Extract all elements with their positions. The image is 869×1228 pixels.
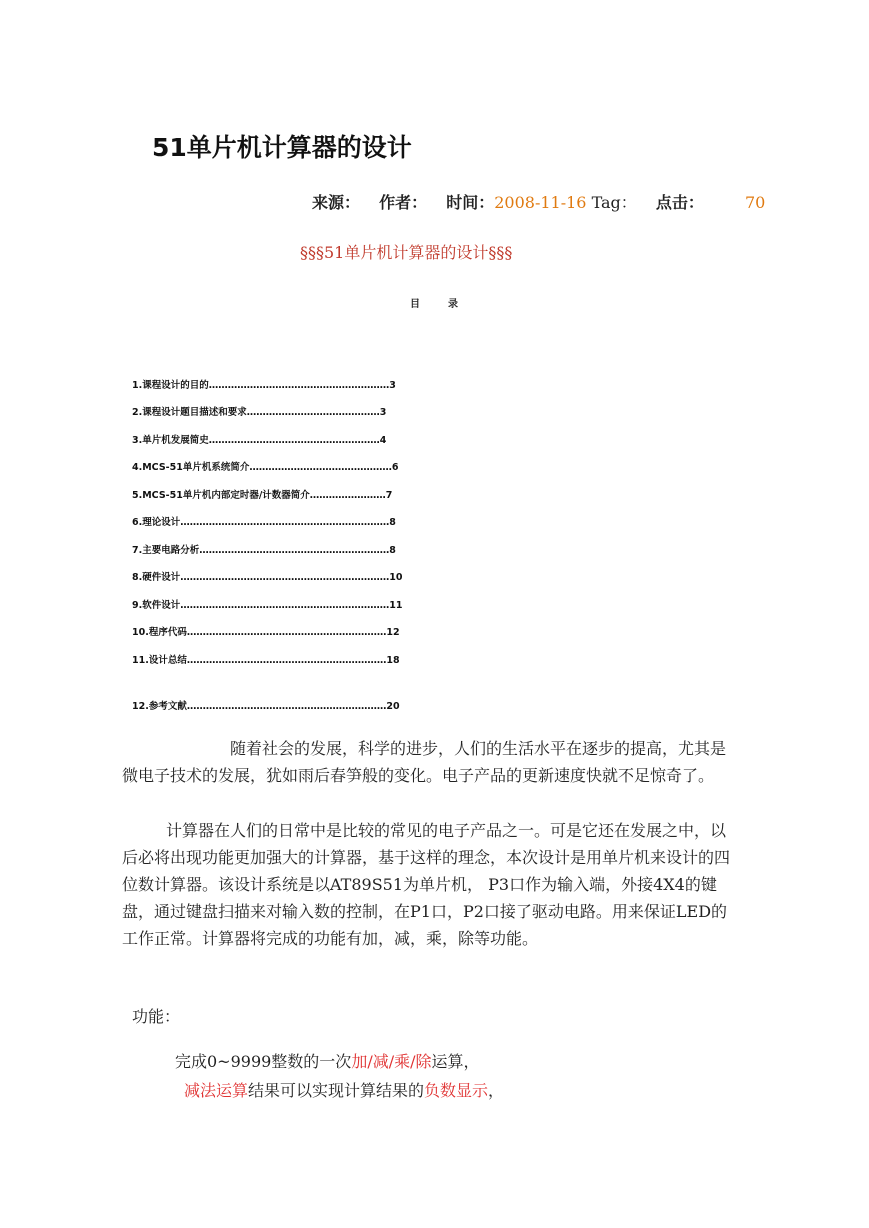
toc-item[interactable]: 3.单片机发展简史………………………………………………4 bbox=[132, 435, 387, 446]
negative-display-highlight: 负数显示 bbox=[424, 1081, 489, 1100]
function-text: 结果可以实现计算结果的 bbox=[248, 1081, 425, 1100]
toc-item[interactable]: 4.MCS-51单片机系统简介………………………………………6 bbox=[132, 462, 399, 473]
function-text: ， bbox=[488, 1081, 505, 1100]
function-label: 功能： bbox=[132, 1007, 181, 1026]
toc-item[interactable]: 10.程序代码………………………………………………………12 bbox=[132, 627, 400, 638]
toc-heading-char: 录 bbox=[448, 299, 458, 310]
function-line-1 bbox=[175, 1049, 480, 1072]
page-title: 51单片机计算器的设计 bbox=[152, 133, 412, 162]
toc-item[interactable]: 9.软件设计…………………………………………………………11 bbox=[132, 600, 403, 611]
function-line-2 bbox=[184, 1078, 504, 1101]
author-label: 作者： bbox=[379, 193, 428, 212]
toc-item[interactable]: 12.参考文献………………………………………………………20 bbox=[132, 701, 400, 712]
source-label: 来源： bbox=[312, 193, 361, 212]
clicks-value: 70 bbox=[745, 193, 766, 212]
intro-paragraph: 随着社会的发展，科学的进步，人们的生活水平在逐步的提高，尤其是微电子技术的发展，犹如雨后春笋般的变化。电子产品的更新速度快就不足惊奇了。 bbox=[122, 739, 727, 785]
toc-item[interactable]: 8.硬件设计…………………………………………………………10 bbox=[132, 572, 403, 583]
article-meta bbox=[312, 190, 765, 213]
design-paragraph: 计算器在人们的日常中是比较的常见的电子产品之一。可是它还在发展之中，以后必将出现功能更加强大的计算器，基于这样的理念，本次设计是用单片机来设计的四位数计算器。该设计系统是以AT89S51为单片机， P3口作为输入端，外接4X4的键盘，通过键盘扫描来对输入数的控制，在P1口，P2口接了驱动电路。用来保证LED的工作正常。计算器将完成的功能有加，减，乘，除等功能。 bbox=[122, 821, 731, 948]
toc-item[interactable]: 7.主要电路分析……………………………………………………8 bbox=[132, 545, 396, 556]
operations-highlight: 加/减/乘/除 bbox=[351, 1052, 432, 1071]
toc-item[interactable]: 11.设计总结………………………………………………………18 bbox=[132, 655, 400, 666]
article-banner: §§§51单片机计算器的设计§§§ bbox=[300, 243, 513, 262]
toc-item[interactable]: 2.课程设计题目描述和要求……………………………………3 bbox=[132, 407, 387, 418]
toc-item[interactable]: 6.理论设计…………………………………………………………8 bbox=[132, 517, 396, 528]
toc-item[interactable]: 1.课程设计的目的…………………………………………………3 bbox=[132, 380, 396, 391]
subtraction-highlight: 减法运算 bbox=[184, 1081, 249, 1100]
time-label: 时间： bbox=[446, 193, 495, 212]
function-text: 完成0~9999整数的一次 bbox=[175, 1052, 352, 1071]
time-value: 2008-11-16 bbox=[494, 193, 587, 212]
toc-heading bbox=[410, 295, 458, 310]
tag-label: Tag： bbox=[591, 193, 637, 212]
toc-item[interactable]: 5.MCS-51单片机内部定时器/计数器简介……………………7 bbox=[132, 490, 393, 501]
clicks-label: 点击： bbox=[655, 193, 704, 212]
toc-heading-char: 目 bbox=[410, 299, 420, 310]
function-text: 运算， bbox=[431, 1052, 480, 1071]
